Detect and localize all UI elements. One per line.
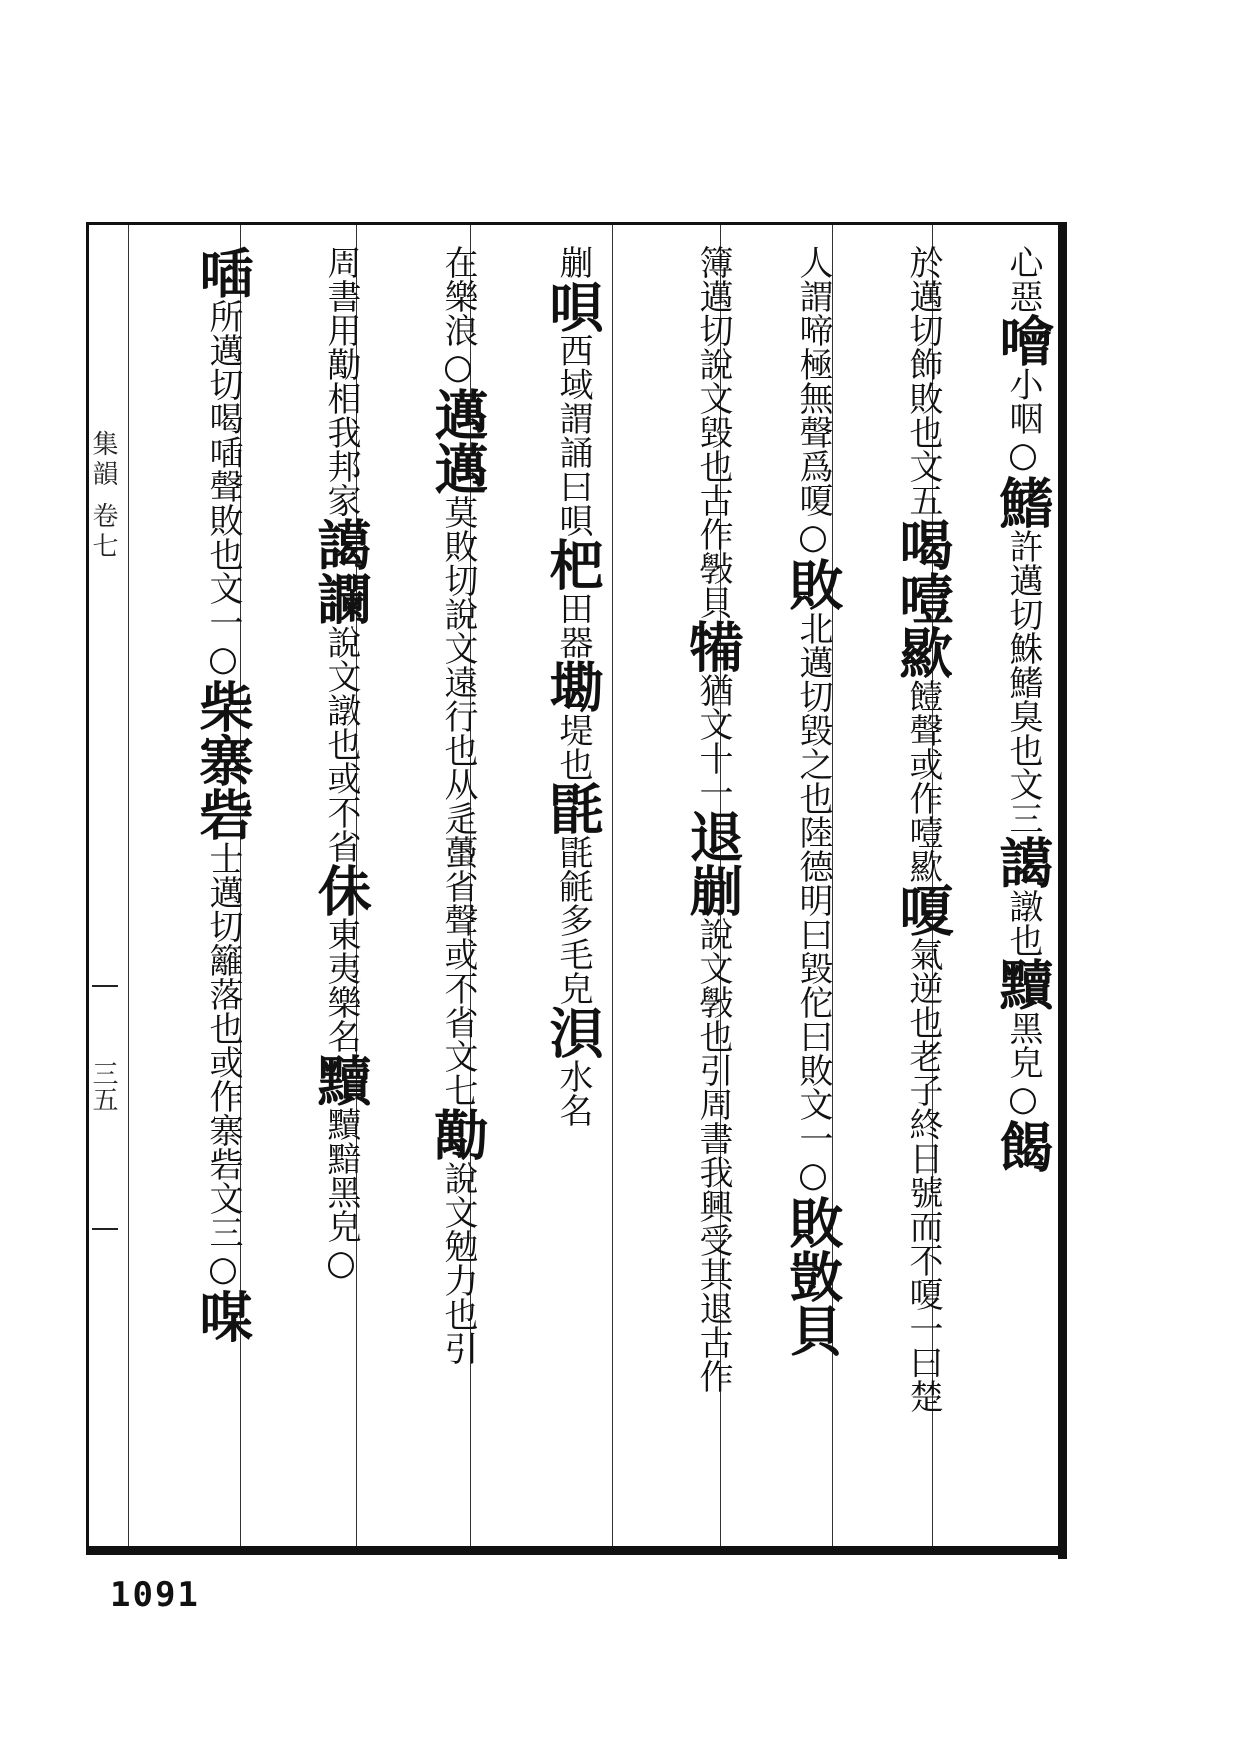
headword: 退 — [681, 809, 745, 863]
headword: 毷 — [541, 781, 605, 835]
frame-border-left — [86, 222, 89, 1552]
headword: 黷 — [991, 957, 1055, 1011]
column-text — [991, 245, 1055, 1540]
margin-tick — [92, 985, 118, 987]
gloss-text: 明曰毀佗曰敗文一 — [793, 883, 833, 1155]
gloss-text: 臭也文三 — [1003, 699, 1043, 835]
headword: 佅 — [309, 863, 373, 917]
headword: 犕 — [681, 619, 745, 673]
column-text — [891, 245, 955, 1540]
gloss-text: ○ — [793, 1155, 833, 1195]
gloss-text: 毷毹多 — [553, 835, 593, 937]
annotation-text: 周書用勱 — [321, 245, 361, 381]
headword: 唄 — [541, 279, 605, 333]
text-column — [950, 245, 1055, 1540]
gloss-text: 堤也 — [553, 713, 593, 781]
gloss-text: 毛皃 — [553, 937, 593, 1005]
annotation-text: 惡 — [1003, 279, 1043, 313]
frame-border-top — [86, 222, 1066, 225]
headword: 墈 — [541, 659, 605, 713]
headword: 餲 — [991, 1119, 1055, 1173]
gloss-text: 黑皃 — [1003, 1011, 1043, 1079]
column-text — [426, 245, 490, 1540]
headword: 敗 — [781, 557, 845, 611]
text-column — [740, 245, 845, 1540]
gloss-text: 說文譈也 — [321, 625, 361, 761]
gloss-text: ○ — [203, 1249, 243, 1289]
text-column — [375, 245, 490, 1540]
gloss-text: 說文斅也引周書 — [693, 917, 733, 1155]
headword: 浿 — [541, 1005, 605, 1059]
column-text — [681, 245, 745, 1540]
gloss-text: 或不省 — [321, 761, 361, 863]
headword: 邁 — [426, 441, 490, 495]
gloss-text: 東夷 — [321, 917, 361, 985]
column-rule — [128, 225, 129, 1546]
headword: 喢 — [191, 245, 255, 299]
headword: 勱 — [426, 1107, 490, 1161]
margin-leaf-number: 三五 — [88, 1060, 118, 1112]
headword: 杷 — [541, 537, 605, 591]
gloss-text: ○ — [438, 347, 478, 387]
annotation-text: 在樂 — [438, 245, 478, 313]
gloss-text: 小 — [1003, 367, 1043, 401]
column-text — [191, 245, 255, 1540]
headword: 鰭 — [991, 475, 1055, 529]
text-column — [490, 245, 605, 1540]
gloss-text: 水名 — [553, 1059, 593, 1127]
gloss-text: 我興受其退古作 — [693, 1155, 733, 1393]
annotation-text: 作斅貝 — [693, 517, 733, 619]
gloss-text: 田器 — [553, 591, 593, 659]
headword: 貝 — [781, 1303, 845, 1357]
headword: 喝 — [891, 517, 955, 571]
headword: 噲 — [991, 313, 1055, 367]
headword: 敳 — [781, 1249, 845, 1303]
gloss-text: 譈也 — [1003, 889, 1043, 957]
gloss-text: 作噎歞 — [903, 781, 943, 883]
headword: 譪 — [309, 517, 373, 571]
gloss-text: 誦曰唄 — [553, 435, 593, 537]
gloss-text: ○ — [203, 639, 243, 679]
gloss-text: 北邁切毀之也陸德 — [793, 611, 833, 883]
headword: 譪 — [991, 835, 1055, 889]
text-column — [850, 245, 955, 1540]
headword: 邁 — [426, 387, 490, 441]
gloss-text: 或作寨砦文三 — [203, 1045, 243, 1249]
headword: 砦 — [191, 787, 255, 841]
headword: 㖼 — [191, 1289, 255, 1343]
text-column — [258, 245, 373, 1540]
annotation-text: 相我邦家 — [321, 381, 361, 517]
gloss-text: 力也引 — [438, 1263, 478, 1365]
gloss-text: 辵蠆省聲或不省文七 — [438, 801, 478, 1107]
page-number: 1091 — [110, 1575, 200, 1615]
frame-border-bottom — [86, 1546, 1067, 1555]
headword: 寨 — [191, 733, 255, 787]
margin-title: 集韻 卷七 — [88, 430, 118, 563]
gloss-text: 黑皃 — [321, 1175, 361, 1243]
gloss-text: ○ — [321, 1243, 361, 1283]
gloss-text: 莫敗切說文遠行也从 — [438, 495, 478, 801]
column-text — [541, 245, 605, 1540]
annotation-text: 剻 — [553, 245, 593, 279]
text-column — [630, 245, 745, 1540]
gloss-text: 士邁切籬落也 — [203, 841, 243, 1045]
gloss-text: 氣逆也老子終日 — [903, 937, 943, 1175]
annotation-text: 心 — [1003, 245, 1043, 279]
gloss-text: 說文勉 — [438, 1161, 478, 1263]
annotation-text: 敗也文五 — [903, 381, 943, 517]
frame-border-right — [1058, 222, 1067, 1559]
gloss-text: ○ — [1003, 435, 1043, 475]
headword: 敗 — [781, 1195, 845, 1249]
gloss-text: 樂名 — [321, 985, 361, 1053]
gloss-text: ○ — [1003, 1079, 1043, 1119]
text-column — [140, 245, 255, 1540]
column-text — [781, 245, 845, 1540]
gloss-text: ○ — [793, 517, 833, 557]
annotation-text: 於邁切飾 — [903, 245, 943, 381]
annotation-text: 人謂啼極 — [793, 245, 833, 381]
gloss-text: 猶文十一 — [693, 673, 733, 809]
gloss-text: 聲敗也文一 — [203, 469, 243, 639]
gloss-text: 黷黯 — [321, 1107, 361, 1175]
gloss-text: 許邁切鮢鰭 — [1003, 529, 1043, 699]
annotation-text: 浪 — [438, 313, 478, 347]
gloss-text: 所邁切喝喢 — [203, 299, 243, 469]
column-text — [309, 245, 373, 1540]
headword: 柴 — [191, 679, 255, 733]
headword: 嗄 — [891, 883, 955, 937]
gloss-text: 咽 — [1003, 401, 1043, 435]
headword: 剻 — [681, 863, 745, 917]
margin-tick — [92, 1228, 118, 1230]
column-rule — [612, 225, 613, 1546]
headword: 噎 — [891, 571, 955, 625]
headword: 歞 — [891, 625, 955, 679]
gloss-text: 饐聲或 — [903, 679, 943, 781]
annotation-text: 無聲爲嗄 — [793, 381, 833, 517]
annotation-text: 簿邁切說文毀也古 — [693, 245, 733, 517]
headword: 讕 — [309, 571, 373, 625]
gloss-text: 西域謂 — [553, 333, 593, 435]
gloss-text: 號而不嗄一曰楚 — [903, 1175, 943, 1413]
headword: 黷 — [309, 1053, 373, 1107]
